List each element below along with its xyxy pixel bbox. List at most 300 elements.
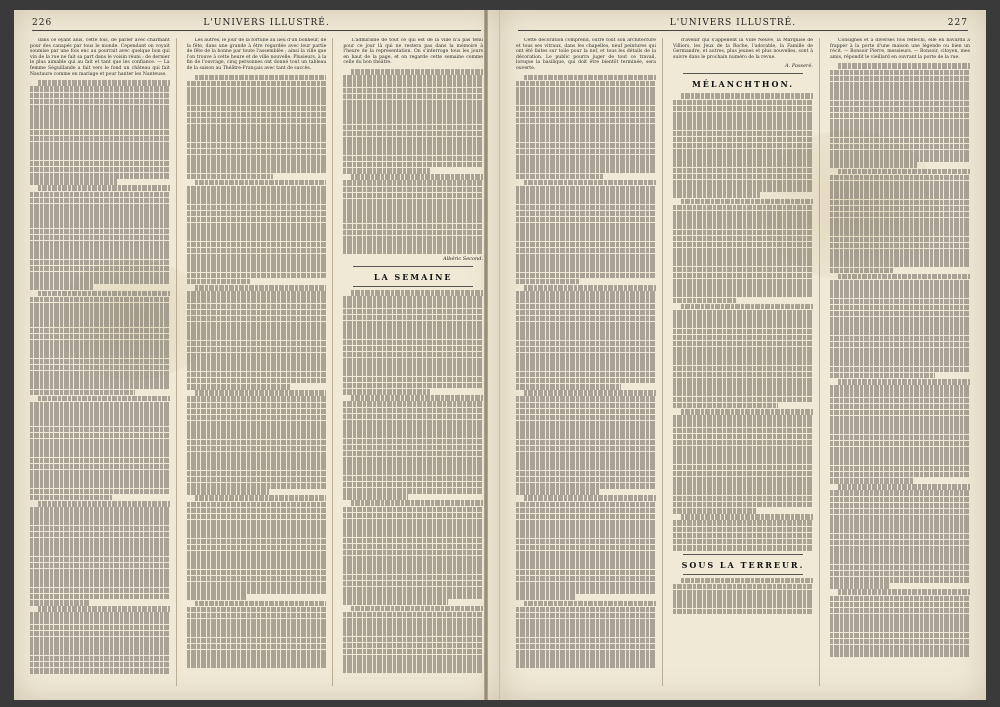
text-line (187, 229, 327, 235)
text-line (673, 397, 813, 403)
text-line (187, 526, 327, 532)
left-page-number: 226 (32, 18, 53, 28)
text-line (195, 601, 327, 607)
text-line (830, 608, 970, 614)
text-line (30, 637, 170, 643)
text-line (343, 667, 483, 673)
text-line (516, 328, 656, 334)
text-line (673, 390, 813, 396)
text-line (830, 336, 970, 342)
text-line (673, 596, 813, 602)
text-line (516, 662, 656, 668)
text-line (187, 279, 251, 285)
text-line (187, 353, 327, 359)
text-line (343, 224, 483, 230)
text-line (673, 217, 813, 223)
text-line (343, 180, 483, 186)
text-line (673, 106, 813, 112)
text-line (30, 284, 94, 290)
text-line (673, 584, 813, 590)
text-line (30, 93, 170, 99)
text-line (830, 503, 970, 509)
text-line (187, 155, 327, 161)
text-line (187, 365, 327, 371)
text-line (187, 396, 327, 402)
text-line (343, 618, 483, 624)
text-line (187, 87, 327, 93)
text-line (343, 562, 483, 568)
text-line (673, 508, 756, 514)
text-line (830, 571, 970, 577)
text-line (673, 421, 813, 427)
text-line (187, 607, 327, 613)
text-line (30, 550, 170, 556)
text-line (830, 577, 970, 583)
text-line (830, 497, 970, 503)
text-line (673, 329, 813, 335)
text-line (830, 305, 970, 311)
text-line (830, 466, 970, 472)
text-line (516, 266, 656, 272)
text-line (830, 614, 970, 620)
text-line (30, 179, 117, 185)
right-section-title-1: MÉLANCHTHON. (691, 79, 795, 90)
text-line (830, 113, 970, 119)
text-line (30, 222, 170, 228)
text-line (30, 210, 170, 216)
text-line (30, 519, 170, 525)
text-line (187, 613, 327, 619)
text-line (830, 311, 970, 317)
text-line (516, 415, 656, 421)
text-line (343, 451, 483, 457)
text-line (673, 366, 813, 372)
text-line (673, 100, 813, 106)
text-line (830, 410, 970, 416)
text-line (681, 304, 813, 310)
text-line (673, 279, 813, 285)
text-line (830, 162, 917, 168)
text-line (516, 638, 656, 644)
text-line (351, 606, 483, 612)
text-line (343, 643, 483, 649)
text-line (830, 286, 970, 292)
text-line (838, 379, 970, 385)
text-line (830, 249, 970, 255)
text-line (343, 242, 483, 248)
right-running-title: L'UNIVERS ILLUSTRÉ. (669, 18, 797, 28)
text-line (516, 563, 656, 569)
text-line (673, 143, 813, 149)
text-line (516, 588, 656, 594)
text-line (673, 285, 813, 291)
text-line (830, 144, 970, 150)
text-line (30, 544, 170, 550)
text-line (830, 237, 970, 243)
text-line (673, 248, 813, 254)
text-line (343, 309, 483, 315)
text-line (830, 534, 970, 540)
right-section-title-2: SOUS LA TERREUR. (681, 559, 805, 570)
text-line (30, 507, 170, 513)
text-line (30, 105, 170, 111)
text-line (673, 353, 813, 359)
text-line (343, 414, 483, 420)
text-line (30, 451, 170, 457)
text-line (343, 513, 483, 519)
text-line (187, 508, 327, 514)
text-line (830, 546, 970, 552)
text-line (516, 508, 656, 514)
text-line (673, 155, 813, 161)
text-line (343, 199, 483, 205)
text-line (343, 531, 483, 537)
text-line (673, 118, 813, 124)
text-line (30, 569, 170, 575)
text-line (30, 439, 170, 445)
text-line (830, 453, 970, 459)
text-line (343, 248, 483, 254)
text-line (524, 180, 656, 186)
text-line (343, 193, 483, 199)
text-line (516, 186, 656, 192)
text-line (516, 279, 580, 285)
text-line (673, 489, 813, 495)
text-line (30, 631, 170, 637)
text-line (830, 472, 970, 478)
text-line (187, 551, 327, 557)
text-line (830, 76, 970, 82)
text-line (516, 99, 656, 105)
text-line (516, 112, 656, 118)
left-column-2 (187, 38, 334, 686)
text-line (830, 478, 913, 484)
text-line (516, 341, 656, 347)
text-line (673, 384, 813, 390)
text-line (516, 644, 656, 650)
text-line (830, 280, 970, 286)
text-line (187, 452, 327, 458)
text-line (30, 148, 170, 154)
right-col3-paragraph: Consignes et à diverses fois réfléchi, elle en bavarda à frapper à la porte d'une maison une légende ou bien un récit. — Bonsoir Pierre, messieurs. — Bonsoir, citoyen, mes amis, répondit le vieillard en ouvrant la porte de la rue. (830, 38, 970, 60)
text-line (673, 520, 813, 526)
text-line (187, 304, 327, 310)
text-line (830, 422, 970, 428)
text-line (830, 373, 935, 379)
text-line (343, 420, 483, 426)
text-line (187, 205, 327, 211)
text-line (187, 106, 327, 112)
text-line (673, 359, 813, 365)
text-line (30, 266, 170, 272)
text-line (673, 291, 813, 297)
text-line (516, 143, 656, 149)
text-line (673, 446, 813, 452)
text-line (343, 408, 483, 414)
text-line (830, 317, 970, 323)
text-line (30, 130, 170, 136)
text-line (30, 612, 170, 618)
text-line (516, 378, 656, 384)
text-line (343, 550, 483, 556)
right-column-1 (516, 38, 663, 686)
text-line (681, 409, 813, 415)
text-line (187, 372, 327, 378)
text-line (343, 118, 483, 124)
text-line (830, 268, 894, 274)
text-line (516, 174, 603, 180)
text-line (187, 99, 327, 105)
text-line (830, 224, 970, 230)
text-line (30, 229, 170, 235)
text-line (343, 426, 483, 432)
text-line (673, 502, 813, 508)
text-line (673, 310, 813, 316)
text-line (673, 186, 813, 192)
text-line (343, 236, 483, 242)
text-line (673, 335, 813, 341)
text-line (343, 401, 483, 407)
text-line (673, 458, 813, 464)
text-line (673, 131, 813, 137)
right-page-number: 227 (947, 18, 968, 28)
text-line (343, 352, 483, 358)
text-line (343, 100, 483, 106)
text-line (187, 223, 327, 229)
text-line (343, 156, 483, 162)
text-line (30, 575, 170, 581)
text-line (516, 273, 656, 279)
text-line (673, 452, 813, 458)
text-line (343, 655, 483, 661)
text-line (30, 563, 170, 569)
text-line (524, 495, 656, 501)
text-line (516, 192, 656, 198)
left-column-3 (343, 38, 483, 686)
text-line (673, 440, 813, 446)
text-line (30, 532, 170, 538)
text-line (516, 229, 656, 235)
text-line (516, 421, 656, 427)
left-columns (30, 38, 483, 686)
text-line (343, 457, 483, 463)
text-line (187, 186, 327, 192)
text-line (187, 112, 327, 118)
text-line (830, 200, 970, 206)
text-line (187, 378, 327, 384)
left-running-title: L'UNIVERS ILLUSTRÉ. (203, 18, 330, 28)
text-line (830, 354, 970, 360)
text-line (830, 620, 970, 626)
text-line (343, 439, 483, 445)
text-line (830, 596, 970, 602)
text-line (343, 476, 483, 482)
text-line (343, 519, 483, 525)
text-line (187, 174, 274, 180)
text-line (343, 538, 483, 544)
text-line (830, 125, 970, 131)
text-line (343, 544, 483, 550)
text-line (30, 111, 170, 117)
text-line (343, 377, 483, 383)
text-line (187, 192, 327, 198)
text-line (516, 149, 656, 155)
text-line (30, 278, 170, 284)
text-line (830, 107, 970, 113)
text-line (830, 428, 970, 434)
text-line (516, 155, 656, 161)
text-line (516, 347, 656, 353)
text-line (524, 601, 656, 607)
text-line (516, 607, 656, 613)
text-line (187, 427, 327, 433)
text-line (673, 298, 737, 304)
text-line (516, 452, 656, 458)
text-line (830, 299, 970, 305)
text-line (30, 668, 170, 674)
text-line (187, 656, 327, 662)
text-line (195, 495, 327, 501)
text-line (30, 167, 170, 173)
text-line (516, 471, 656, 477)
text-line (187, 563, 327, 569)
text-line (343, 599, 448, 605)
text-line (830, 639, 970, 645)
text-line (830, 651, 970, 657)
text-line (673, 174, 813, 180)
text-line (516, 545, 656, 551)
text-line (30, 618, 170, 624)
text-line (351, 69, 483, 75)
text-line (343, 230, 483, 236)
text-line (30, 420, 170, 426)
text-line (343, 205, 483, 211)
text-line (673, 236, 813, 242)
text-line (673, 527, 813, 533)
text-line (187, 260, 327, 266)
text-line (38, 291, 170, 297)
text-line (30, 352, 170, 358)
text-line (343, 88, 483, 94)
text-line (516, 130, 656, 136)
text-line (343, 364, 483, 370)
text-line (830, 558, 970, 564)
text-line (30, 123, 170, 129)
text-line (343, 568, 483, 574)
text-line (187, 254, 327, 260)
text-line (516, 582, 656, 588)
text-line (673, 149, 813, 155)
text-line (343, 556, 483, 562)
text-line (187, 489, 269, 495)
text-line (830, 101, 970, 107)
text-line (830, 633, 970, 639)
text-line (830, 206, 970, 212)
text-line (30, 334, 170, 340)
text-line (187, 334, 327, 340)
text-line (516, 433, 656, 439)
text-line (516, 625, 656, 631)
text-line (187, 415, 327, 421)
text-line (30, 495, 112, 501)
text-line (30, 253, 170, 259)
text-line (343, 302, 483, 308)
text-line (830, 348, 970, 354)
text-line (343, 315, 483, 321)
text-line (343, 469, 483, 475)
text-line (343, 488, 483, 494)
text-line (673, 205, 813, 211)
text-line (195, 180, 327, 186)
text-line (516, 93, 656, 99)
text-line (343, 661, 483, 667)
text-line (30, 272, 170, 278)
text-line (187, 409, 327, 415)
text-line (343, 149, 483, 155)
text-line (516, 353, 656, 359)
text-line (830, 261, 970, 267)
text-line (30, 433, 170, 439)
text-line (187, 557, 327, 563)
text-line (30, 99, 170, 105)
text-line (830, 527, 970, 533)
text-line (187, 328, 327, 334)
text-line (38, 80, 170, 86)
text-line (38, 606, 170, 612)
text-line (830, 521, 970, 527)
text-line (30, 470, 170, 476)
text-line (30, 383, 170, 389)
text-line (830, 255, 970, 261)
text-line (830, 323, 970, 329)
text-line (187, 483, 327, 489)
text-line (30, 445, 170, 451)
text-line (30, 588, 170, 594)
text-line (343, 296, 483, 302)
text-line (673, 267, 813, 273)
text-line (30, 315, 170, 321)
text-line (516, 161, 656, 167)
text-line (343, 137, 483, 143)
text-line (830, 292, 970, 298)
text-line (830, 156, 970, 162)
text-line (673, 372, 813, 378)
text-line (30, 365, 170, 371)
text-line (516, 291, 656, 297)
text-line (516, 514, 656, 520)
text-line (681, 514, 813, 520)
text-line (343, 321, 483, 327)
text-line (30, 594, 170, 600)
text-line (187, 130, 327, 136)
text-line (516, 205, 656, 211)
text-line (838, 274, 970, 280)
text-line (830, 398, 970, 404)
text-line (830, 187, 970, 193)
text-line (187, 81, 327, 87)
text-line (673, 545, 813, 551)
text-line (187, 136, 327, 142)
text-line (343, 587, 483, 593)
text-line (516, 532, 656, 538)
text-line (30, 458, 170, 464)
text-line (516, 594, 576, 600)
text-line (516, 403, 656, 409)
text-line (187, 532, 327, 538)
text-line (343, 358, 483, 364)
text-line (516, 483, 656, 489)
text-line (30, 260, 170, 266)
